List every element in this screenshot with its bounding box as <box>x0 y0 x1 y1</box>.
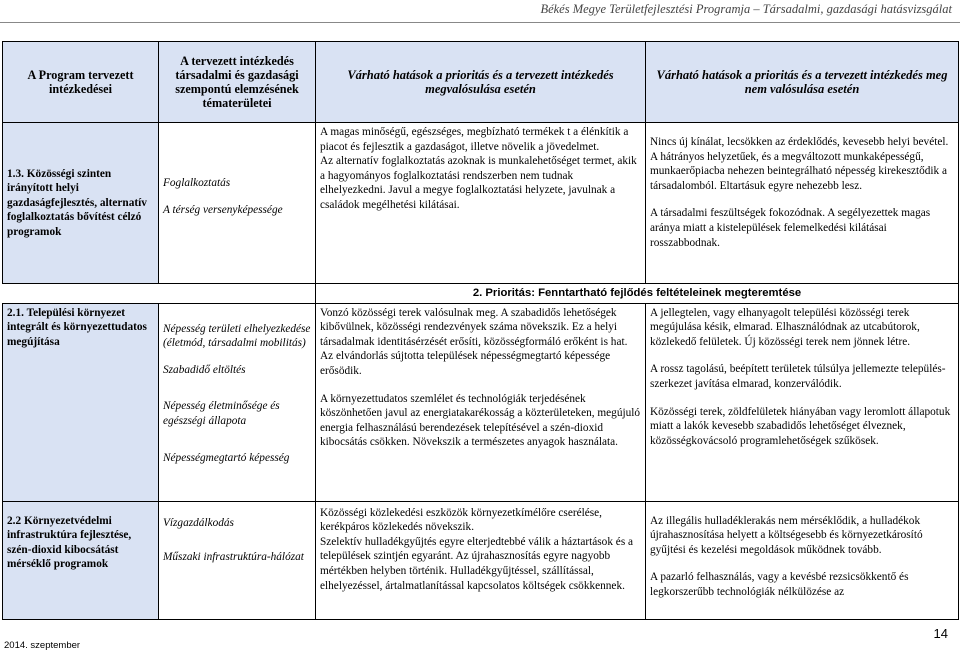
topic-item: Vízgazdálkodás <box>163 516 234 529</box>
footer-date: 2014. szeptember <box>4 640 81 651</box>
impact-paragraph: Nincs új kínálat, lecsökken az érdeklődés, kevesebb helyi bevétel. <box>650 136 949 148</box>
priority-row <box>3 284 959 304</box>
impact-no-cell <box>646 501 959 619</box>
page-number: 14 <box>933 626 948 641</box>
impact-paragraph: A hátrányos helyzetűek, és a megváltozott munkaképességű, munkaerőpiacba nehezen beintegrálható népesség kirekesztődik a társadalomból. Eltartásuk egyre nehezebb lesz. <box>650 150 948 192</box>
impact-paragraph: A rossz tagolású, beépített területek túlsúlya jellemezte település-szerkezet javítása elmarad, konzerválódik. <box>650 363 946 390</box>
topic-item: A térség versenyképessége <box>163 204 283 216</box>
topic-item: Foglalkoztatás <box>163 177 231 190</box>
topic-item: Műszaki infrastruktúra-hálózat <box>163 551 304 564</box>
topics-cell <box>159 123 316 284</box>
header-topics: A tervezett intézkedés társadalmi és gazdasági szempontú elemzésének tématerületei <box>159 42 316 123</box>
impact-paragraph: Az illegális hulladéklerakás nem mérséklődik, a hulladékok újrahasznosítása helyett a költségesebb és környezetkárosító gyűjtési és kezelési megoldások működnek tovább. <box>650 514 923 556</box>
impact-paragraph: Szelektív hulladékgyűjtés egyre elterjedtebbé válik a háztartások és a települések szintjén egyaránt. Az újrahasznosítás egyre nagyobb mértékben helyben történik. Hulladékgyűjtéssel, szállítással, elhelyezéssel, ártalmatlanítással kapcsolatos költségek csökkennek. <box>320 535 634 592</box>
header-rule <box>0 22 960 23</box>
header-impact-yes: Várható hatások a prioritás és a tervezett intézkedés megvalósulása esetén <box>316 42 646 123</box>
measure-1-3: 1.3. Közösségi szinten irányított helyi gazdaságfejlesztés, alternatív foglalkoztatás bővítést célzó programok <box>3 123 159 284</box>
impact-paragraph: A társadalmi feszültségek fokozódnak. A segélyezettek magas aránya miatt a kistelepülések felemelkedési kilátásai rosszabbodnak. <box>650 207 931 249</box>
running-header: Békés Megye Területfejlesztési Programja – Társadalmi, gazdasági hatásvizsgálat <box>540 2 952 16</box>
impact-table <box>2 41 959 620</box>
impact-yes-cell <box>316 501 646 619</box>
measure-2-1: 2.1. Települési környezet integrált és környezettudatos megújítása <box>3 303 159 501</box>
table-header-row <box>3 42 959 123</box>
impact-no-cell <box>646 123 959 284</box>
impact-paragraph: A környezettudatos szemlélet és technológiák terjedésének köszönhetően javul az energiatakarékosság a közterületeken, megújuló energia felhasználású berendezések telepítésével a szén-dioxid kibocsátás csökken. Növekszik a természetes anyagok használata. <box>320 392 641 449</box>
impact-paragraph: A magas minőségű, egészséges, megbízható termékek t a élénkítik a piacot és fejlesztik a gazdaságot, illetve növelik a jövedelmet. <box>320 126 629 153</box>
impact-paragraph: A jellegtelen, vagy elhanyagolt települési közösségi terek megújulása késik, elmarad. Elhasználódnak az utcabútorok, közlekedő felületek. Új közösségi terek nem jönnek létre. <box>650 306 920 348</box>
table-row <box>3 123 959 284</box>
table-row <box>3 303 959 501</box>
impact-paragraph: Vonzó közösségi terek valósulnak meg. A szabadidős lehetőségek kibővülnek, közösségi rendezvények száma növekszik. Ez a helyi társadalmak identitásérzését erősíti, közösségformáló erőként is hat. Az elvándorlás sújtotta települések népességmegtartó képessége erősödik. <box>320 306 628 377</box>
topics-cell <box>159 303 316 501</box>
impact-paragraph: Az alternatív foglalkoztatás azoknak is munkalehetőséget termet, akik a hagyományos foglalkoztatási rendszerben nem tudnak elhelyezkedni. Javul a megye foglalkoztatási helyzete, javulnak a családok megélhetési kilátásai. <box>320 155 637 211</box>
impact-paragraph: Közösségi terek, zöldfelületek hiányában vagy leromlott állapotuk miatt a lakók kevesebb szabadidős lehetőséget élveznek, közösségkovácsoló programlehetőségek szűkösek. <box>650 405 951 447</box>
impact-yes-cell <box>316 303 646 501</box>
impact-yes-cell <box>316 123 646 284</box>
header-measures: A Program tervezett intézkedései <box>3 42 159 123</box>
impact-paragraph: A pazarló felhasználás, vagy a kevésbé rezsicsökkentő és legkorszerűbb technológiák nélkülözése az <box>650 571 909 598</box>
measure-2-2: 2.2 Környezetvédelmi infrastruktúra fejlesztése, szén-dioxid kibocsátást mérséklő programok <box>3 501 159 619</box>
priority-2-title: 2. Prioritás: Fenntartható fejlődés feltételeinek megteremtése <box>316 284 959 304</box>
topic-item: Népesség területi elhelyezkedése (életmód, társadalmi mobilitás) <box>163 322 311 350</box>
table-row <box>3 501 959 619</box>
header-impact-no: Várható hatások a prioritás és a tervezett intézkedés meg nem valósulása esetén <box>646 42 959 123</box>
topic-item: Szabadidő eltöltés <box>163 363 246 376</box>
impact-no-cell <box>646 303 959 501</box>
impact-paragraph: Közösségi közlekedési eszközök környezetkímélőre cserélése, kerékpáros közlekedés növekszik. <box>320 506 602 534</box>
topics-cell <box>159 501 316 619</box>
topic-item: Népesség életminősége és egészségi állapota <box>163 400 280 427</box>
topic-item: Népességmegtartó képesség <box>163 451 290 464</box>
